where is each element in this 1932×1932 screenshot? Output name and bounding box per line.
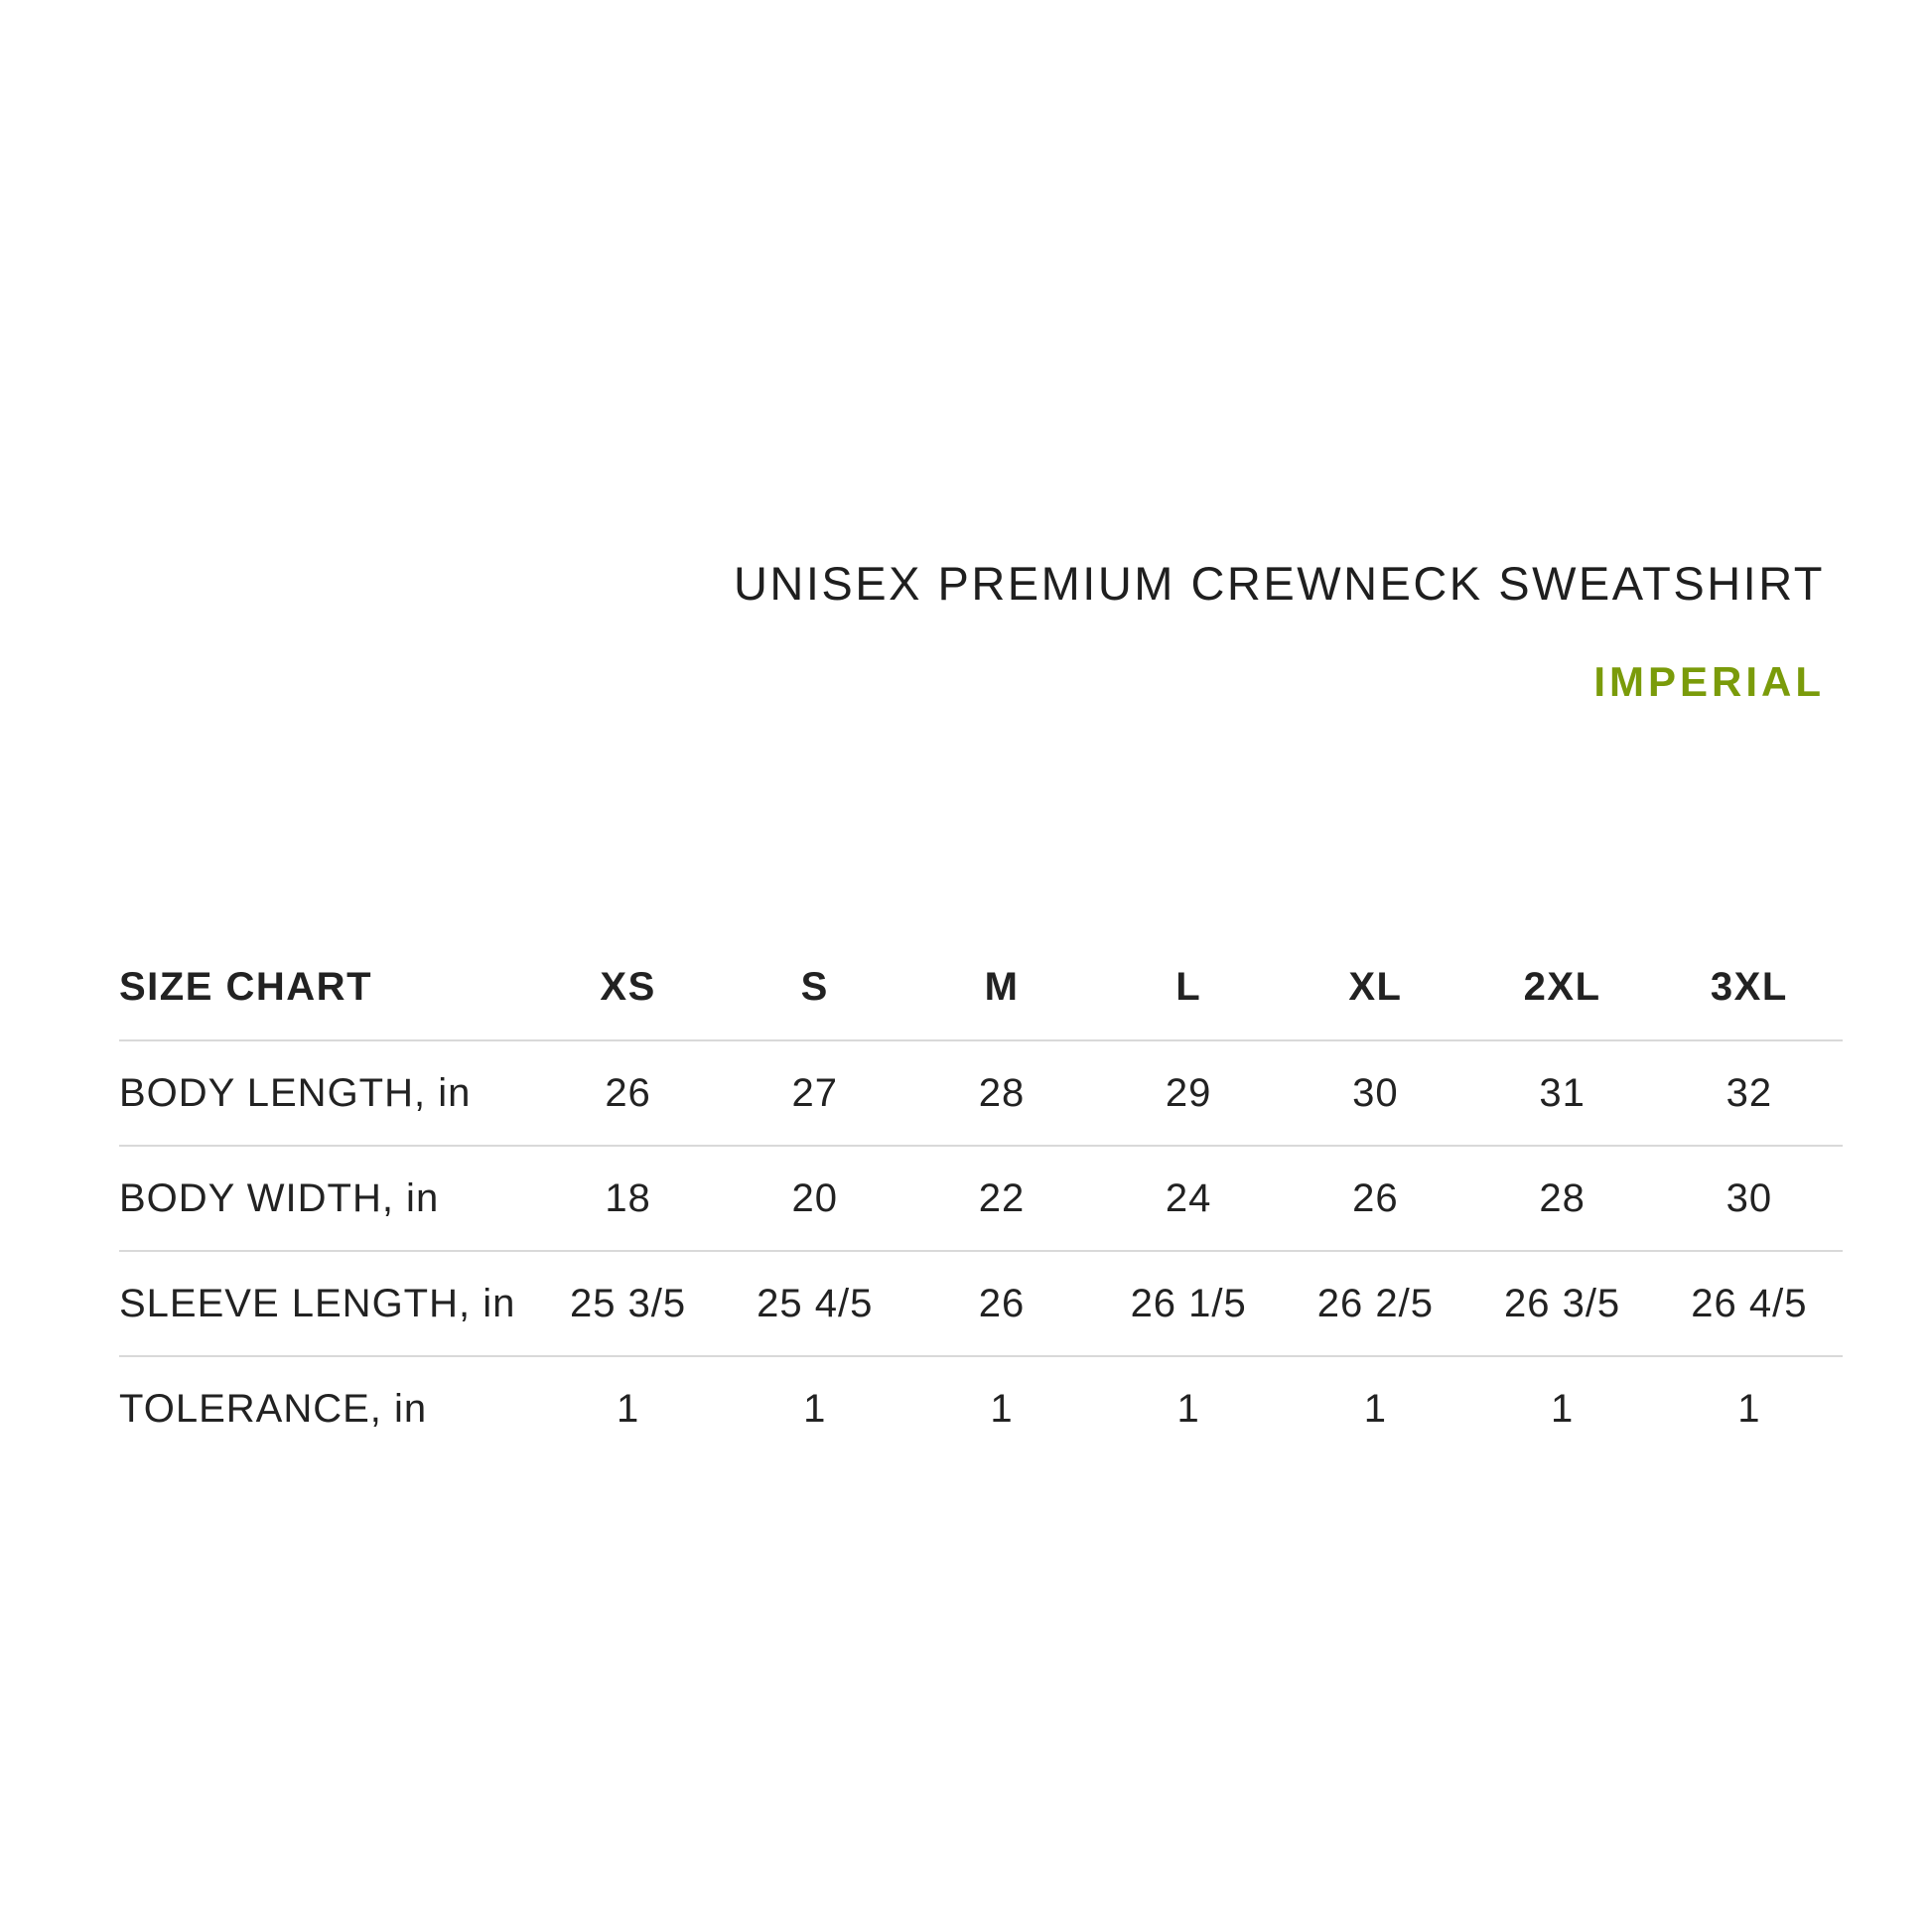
size-value-cell: 27 bbox=[722, 1040, 908, 1146]
size-value-cell: 1 bbox=[1363, 1387, 1387, 1431]
size-value-cell: 1 bbox=[1737, 1387, 1761, 1431]
size-value-cell: 26 2/5 bbox=[1282, 1251, 1468, 1356]
size-value-cell: 26 bbox=[1282, 1146, 1468, 1251]
size-value-cell: 18 bbox=[534, 1146, 721, 1251]
page-title: UNISEX PREMIUM CREWNECK SWEATSHIRT bbox=[733, 557, 1825, 610]
size-value-cell: 26 bbox=[908, 1251, 1095, 1356]
size-value-cell: 1 bbox=[1176, 1387, 1200, 1431]
column-header-xs: XS bbox=[534, 935, 721, 1040]
row-label: BODY WIDTH, in bbox=[119, 1146, 534, 1251]
size-value-cell: 31 bbox=[1468, 1040, 1655, 1146]
size-value-cell: 24 bbox=[1095, 1146, 1282, 1251]
table-header-row bbox=[119, 935, 1843, 1040]
table-row-sleeve-length bbox=[119, 1251, 1843, 1356]
size-value-cell: 1 bbox=[616, 1387, 640, 1431]
column-header-s: S bbox=[722, 935, 908, 1040]
size-value-cell: 28 bbox=[1468, 1146, 1655, 1251]
size-value-cell: 25 4/5 bbox=[722, 1251, 908, 1356]
column-header-xl: XL bbox=[1282, 935, 1468, 1040]
table-row-body-length bbox=[119, 1040, 1843, 1146]
size-value-cell: 26 3/5 bbox=[1468, 1251, 1655, 1356]
size-value-cell: 26 bbox=[534, 1040, 721, 1146]
size-value-cell: 26 1/5 bbox=[1095, 1251, 1282, 1356]
row-label: TOLERANCE, in bbox=[119, 1387, 428, 1431]
table-row-body-width bbox=[119, 1146, 1843, 1251]
row-label: BODY LENGTH, in bbox=[119, 1040, 534, 1146]
unit-system-label: IMPERIAL bbox=[1593, 658, 1825, 705]
size-chart-table bbox=[119, 935, 1843, 1461]
size-value-cell: 1 bbox=[990, 1387, 1014, 1431]
size-value-cell: 25 3/5 bbox=[534, 1251, 721, 1356]
size-value-cell: 1 bbox=[1550, 1387, 1575, 1431]
column-header-l: L bbox=[1095, 935, 1282, 1040]
size-value-cell: 1 bbox=[803, 1387, 827, 1431]
size-value-cell: 30 bbox=[1282, 1040, 1468, 1146]
size-value-cell: 32 bbox=[1656, 1040, 1843, 1146]
size-value-cell: 26 4/5 bbox=[1656, 1251, 1843, 1356]
size-value-cell: 30 bbox=[1656, 1146, 1843, 1251]
table-row-tolerance bbox=[119, 1356, 1843, 1461]
size-value-cell: 22 bbox=[908, 1146, 1095, 1251]
size-value-cell: 28 bbox=[908, 1040, 1095, 1146]
table-title: SIZE CHART bbox=[119, 935, 534, 1040]
column-header-2xl: 2XL bbox=[1468, 935, 1655, 1040]
column-header-m: M bbox=[908, 935, 1095, 1040]
row-label: SLEEVE LENGTH, in bbox=[119, 1251, 534, 1356]
header-block bbox=[734, 556, 1825, 706]
column-header-3xl: 3XL bbox=[1656, 935, 1843, 1040]
size-value-cell: 29 bbox=[1095, 1040, 1282, 1146]
size-value-cell: 20 bbox=[722, 1146, 908, 1251]
